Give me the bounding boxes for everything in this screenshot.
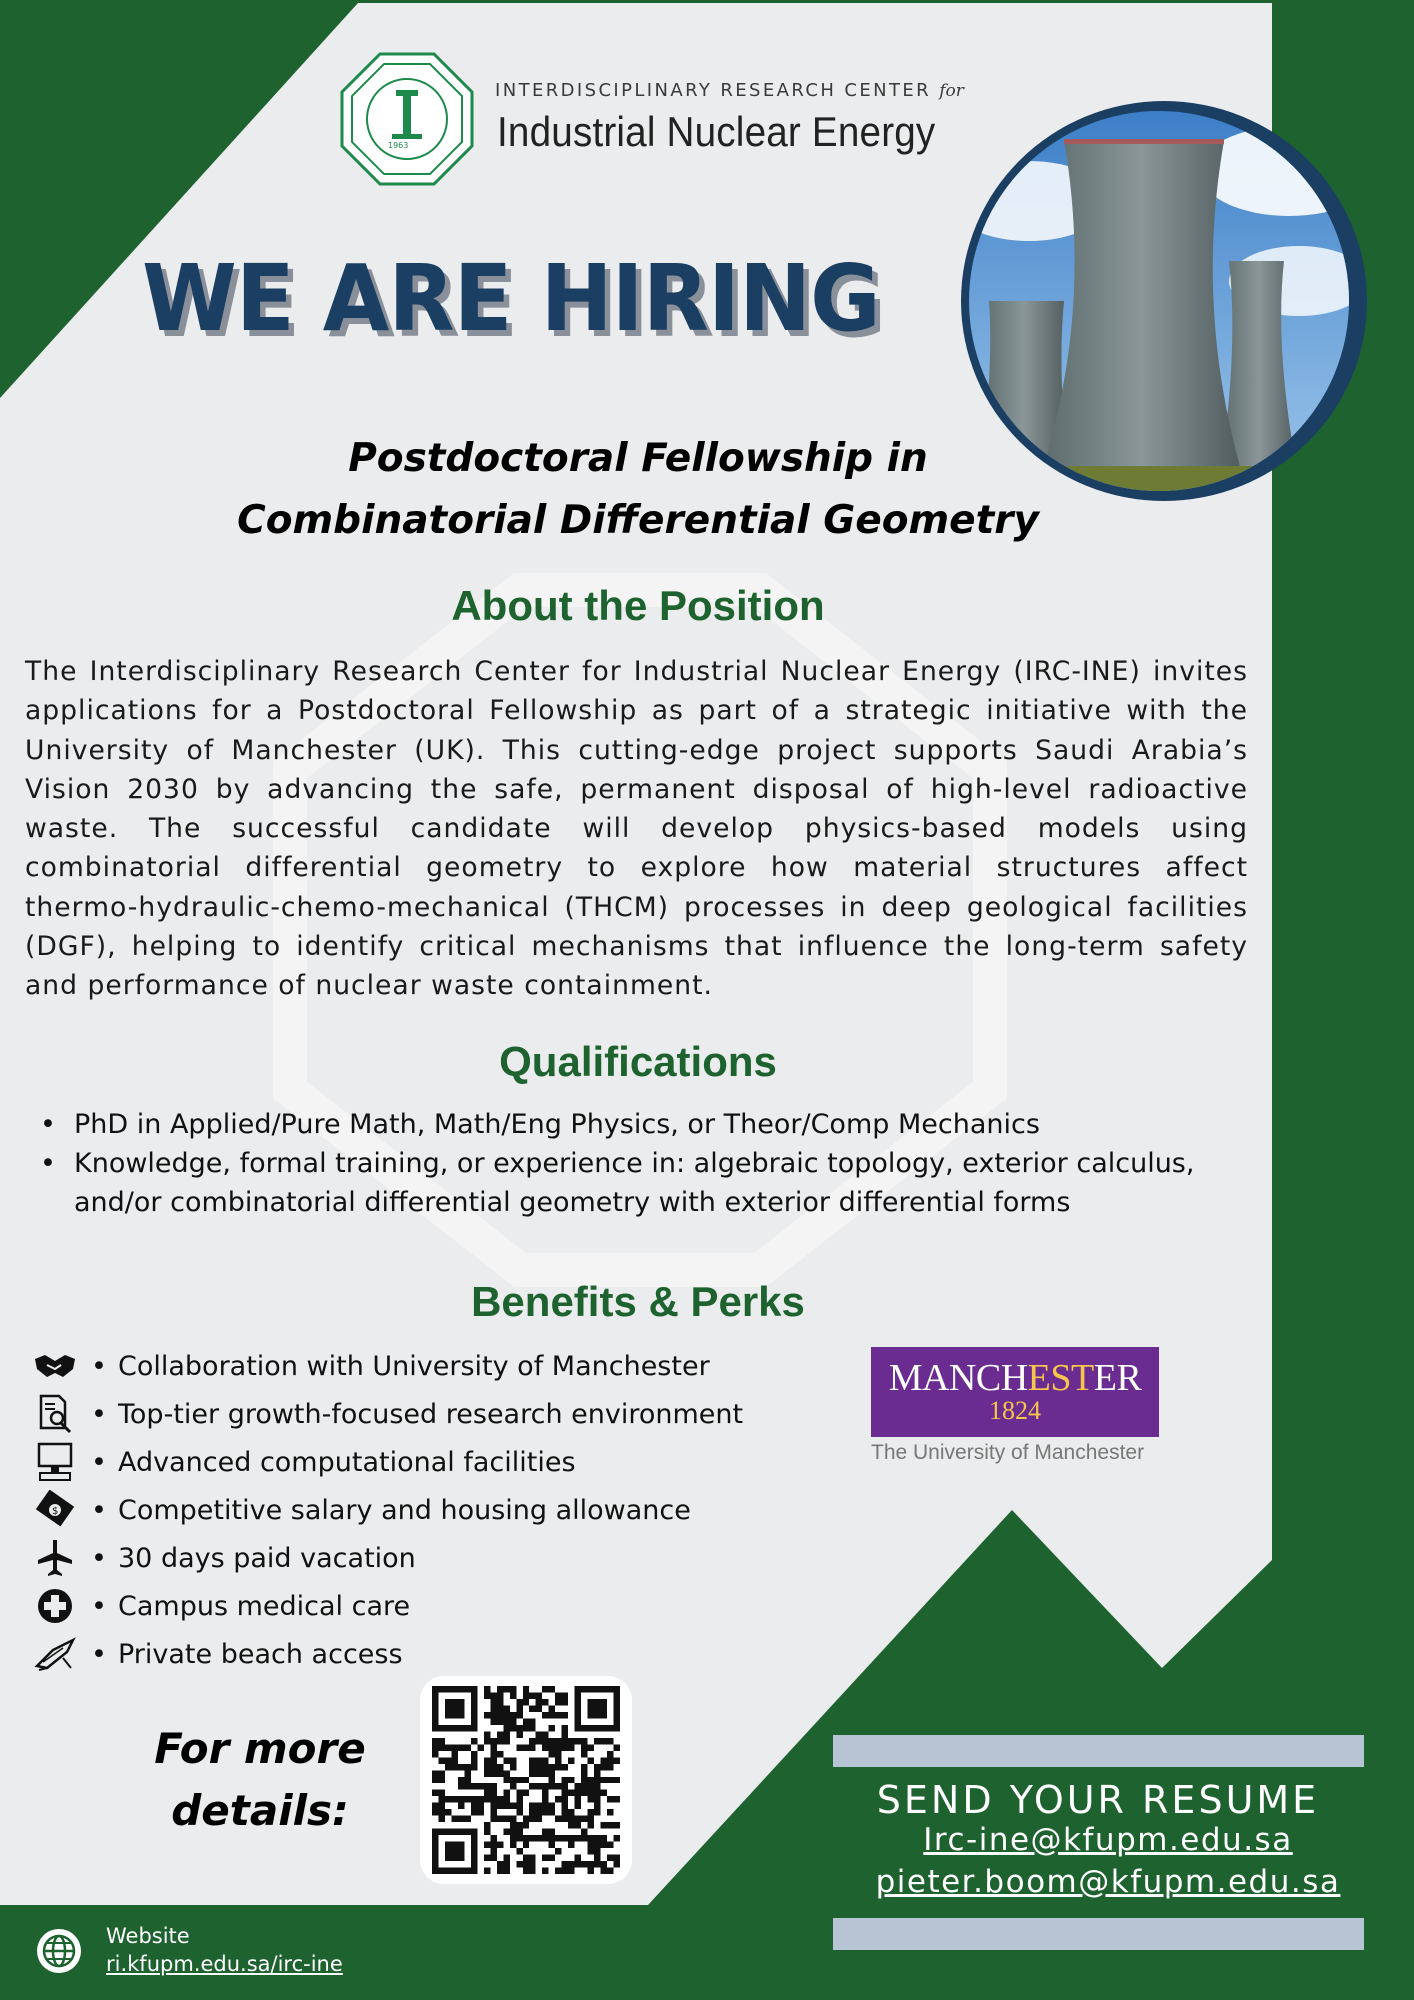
about-heading: About the Position — [451, 582, 825, 629]
website-link[interactable]: ri.kfupm.edu.sa/irc-ine — [106, 1952, 343, 1976]
about-body: The Interdisciplinary Research Center for Industrial Nuclear Energy (IRC-INE) invites applications for a Postdoctoral Fellowship as part of a strategic initiative with the University of Manchester (UK). This cutting-edge project supports Saudi Arabia’s Vision 2030 by advancing the safe, permanent disposal of high-level radioactive waste. The successful candidate will develop physics-based models using combinatorial differential geometry to explore how material structures affect thermo-hydraulic-chemo-mechanical (THCM) processes in deep geological facilities (DGF), helping to identify critical mechanisms that influence the long-term safety and performance of nuclear waste containment. — [25, 656, 1248, 1002]
research-document-icon — [30, 1390, 80, 1438]
university-of-manchester-logo: MANCHESTER 1824 The University of Manchester — [871, 1347, 1159, 1465]
org-name-line2: Industrial Nuclear Energy — [497, 108, 936, 155]
hiring-headline: WE ARE HIRING — [142, 245, 880, 352]
benefits-heading: Benefits & Perks — [471, 1278, 805, 1325]
svg-text:1963: 1963 — [388, 141, 409, 150]
org-name-line1: INTERDISCIPLINARY RESEARCH CENTER for — [495, 80, 964, 101]
list-item: $ • Competitive salary and housing allowance — [30, 1486, 810, 1534]
list-item: • Collaboration with University of Manchester — [30, 1342, 810, 1390]
benefits-list — [30, 1342, 810, 1678]
benefit-label: Top-tier growth-focused research environment — [118, 1398, 744, 1430]
svg-text:$: $ — [52, 1506, 59, 1517]
benefit-label: 30 days paid vacation — [118, 1542, 416, 1574]
benefit-label: Competitive salary and housing allowance — [118, 1494, 691, 1526]
send-resume-heading: SEND YOUR RESUME — [876, 1778, 1320, 1822]
airplane-icon — [30, 1534, 80, 1582]
list-item: • Private beach access — [30, 1630, 810, 1678]
list-item: • Knowledge, formal training, or experience in: algebraic topology, exterior calculus, and/or combinatorial differential geometry with exterior differential forms — [40, 1144, 1240, 1222]
kfupm-seal-logo — [340, 52, 474, 186]
email-link-pieter-boom[interactable]: pieter.boom@kfupm.edu.sa — [875, 1864, 1341, 1900]
list-item: • Campus medical care — [30, 1582, 810, 1630]
list-item: • Top-tier growth-focused research environment — [30, 1390, 810, 1438]
computer-icon — [30, 1438, 80, 1486]
benefit-label: Campus medical care — [118, 1590, 411, 1622]
handshake-icon — [30, 1342, 80, 1390]
job-title: Postdoctoral Fellowship in Combinatorial Differential Geometry — [237, 436, 1039, 543]
beach-chair-icon — [30, 1630, 80, 1678]
qr-code-image[interactable] — [432, 1686, 620, 1874]
money-icon — [30, 1486, 80, 1534]
benefit-label: Collaboration with University of Manchester — [118, 1350, 710, 1382]
medical-cross-icon — [30, 1582, 80, 1630]
email-link-irc-ine[interactable]: Irc-ine@kfupm.edu.sa — [923, 1822, 1293, 1858]
qr-code[interactable] — [420, 1676, 632, 1884]
website-label: Website — [106, 1924, 190, 1948]
globe-icon — [36, 1928, 82, 1974]
qualifications-list — [40, 1105, 1240, 1222]
benefit-label: Advanced computational facilities — [118, 1446, 576, 1478]
list-item: • 30 days paid vacation — [30, 1534, 810, 1582]
more-details-label: For more details: — [154, 1724, 366, 1835]
list-item: • Advanced computational facilities — [30, 1438, 810, 1486]
benefit-label: Private beach access — [118, 1638, 403, 1670]
qualifications-heading: Qualifications — [499, 1038, 777, 1085]
list-item: • PhD in Applied/Pure Math, Math/Eng Physics, or Theor/Comp Mechanics — [40, 1105, 1240, 1144]
